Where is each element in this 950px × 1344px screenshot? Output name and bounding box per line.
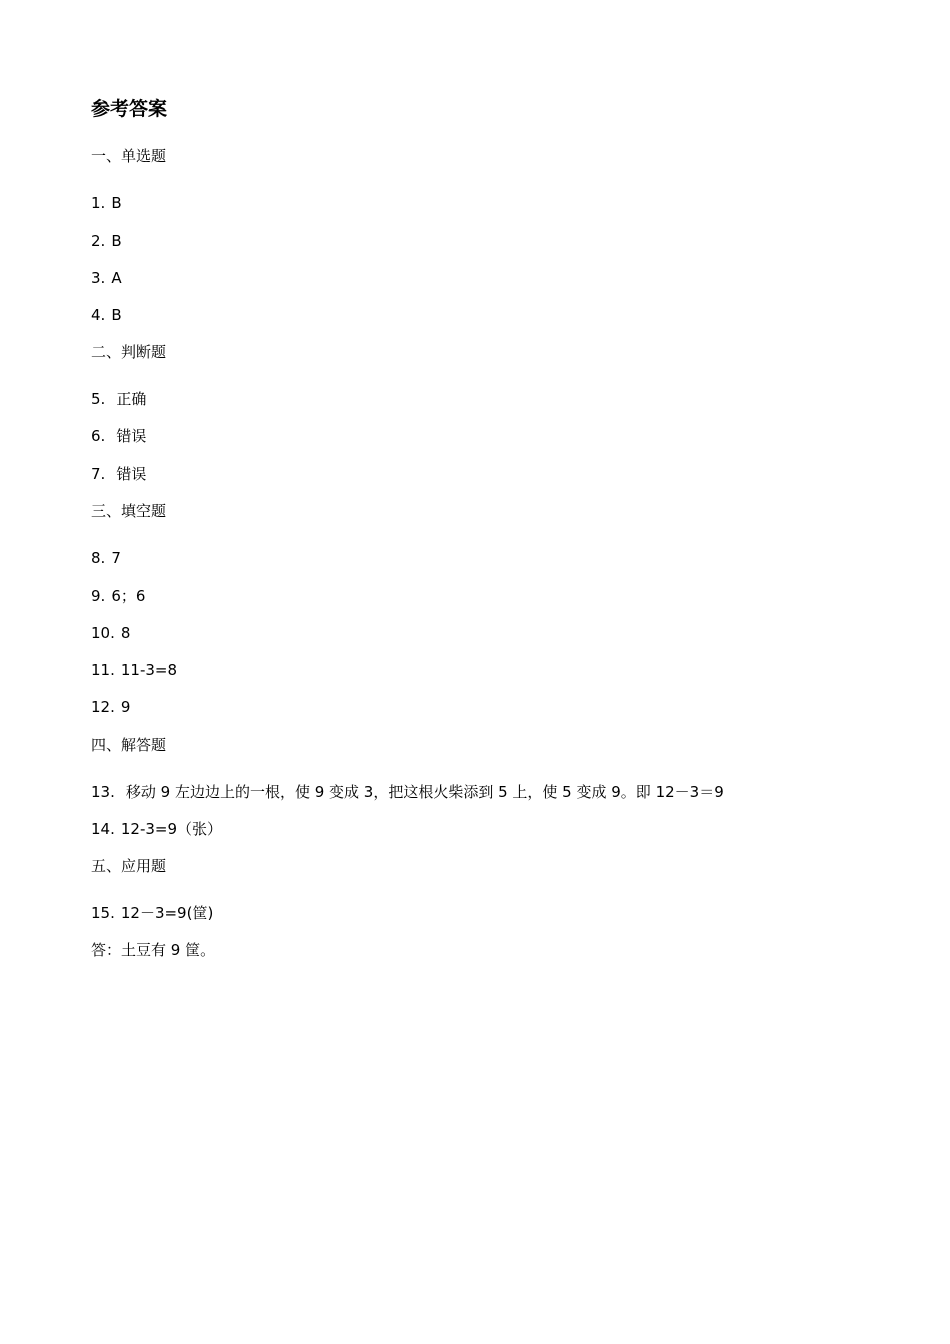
item-answer: 12-3=9（张） [120,820,223,838]
item-answer: B [111,232,122,250]
answer-item [91,697,130,717]
section-heading-single-choice: 一、单选题 [91,147,167,165]
item-answer: 11-3=8 [120,661,178,679]
answer-item [91,782,724,802]
item-number: 1. [91,194,106,212]
item-answer: 错误 [116,427,147,445]
item-answer: A [111,269,122,287]
item-number: 6. [91,427,106,445]
item-number: 9. [91,587,106,605]
answer-item [91,464,146,484]
item-number: 12. [91,698,115,716]
item-number: 10. [91,624,115,642]
answer-item [91,548,121,568]
item-number: 5. [91,390,106,408]
answer-item [91,193,122,213]
answer-item [91,231,122,251]
section-heading-true-false: 二、判断题 [91,343,167,361]
item-number: 14. [91,820,115,838]
answer-item [91,426,146,446]
item-answer: 6；6 [111,587,146,605]
item-number: 4. [91,306,106,324]
answer-item [91,819,222,839]
item-number: 15. [91,904,115,922]
answer-item [91,389,146,409]
answer-note: 答：土豆有 9 筐。 [91,941,216,959]
item-number: 3. [91,269,106,287]
page-title: 参考答案 [91,98,168,120]
item-answer: 8 [120,624,131,642]
item-answer: 错误 [116,465,147,483]
item-number: 13. [91,783,115,801]
item-number: 7. [91,465,106,483]
item-number: 8. [91,549,106,567]
item-answer: 正确 [116,390,147,408]
answer-item [91,903,213,923]
item-number: 2. [91,232,106,250]
item-answer: B [111,306,122,324]
answer-item [91,623,130,643]
answer-item [91,305,122,325]
item-answer: 移动 9 左边边上的一根，使 9 变成 3，把这根火柴添到 5 上，使 5 变成 9。即 12－3＝9 [125,783,724,801]
item-answer: B [111,194,122,212]
section-heading-application: 五、应用题 [91,857,167,875]
answer-item [91,660,177,680]
section-heading-solution: 四、解答题 [91,736,167,754]
item-number: 11. [91,661,115,679]
item-answer: 9 [120,698,131,716]
item-answer: 12－3=9(筐) [120,904,214,922]
answer-item [91,586,145,606]
item-answer: 7 [111,549,121,567]
section-heading-fill-in: 三、填空题 [91,502,167,520]
answer-item [91,268,122,288]
